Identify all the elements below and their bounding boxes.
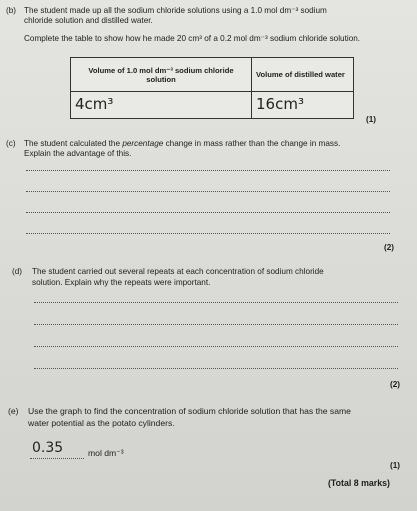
total-marks: (Total 8 marks) [328,478,390,488]
part-b-instruction: Complete the table to show how he made 20 cm³ of a 0.2 mol dm⁻³ sodium chloride solution. [24,34,361,43]
answer-line[interactable] [26,212,390,213]
answer-line[interactable] [30,458,84,459]
part-e-unit: mol dm⁻³ [88,448,124,458]
part-e-line2: water potential as the potato cylinders. [28,418,175,428]
part-c-label: (c) [6,139,16,148]
part-e-line1: Use the graph to find the concentration of sodium chloride solution that has the same [28,406,351,416]
part-b-marks: (1) [366,115,377,124]
answer-distilled-water-volume: 16cm³ [256,94,304,113]
part-b-line1: The student made up all the sodium chloride solutions using a 1.0 mol dm⁻³ sodium [24,6,327,15]
answer-line[interactable] [26,233,390,234]
part-b-label: (b) [6,6,17,15]
header-distilled-water-volume: Volume of distilled water [252,58,354,92]
header-sodium-chloride-volume: Volume of 1.0 mol dm⁻³ sodium chloride solution [71,58,252,92]
part-d-label: (d) [12,267,23,276]
part-c-line1 [24,139,340,150]
part-d-line2: solution. Explain why the repeats were important. [32,278,211,287]
answer-cell-sodium-chloride[interactable] [71,92,252,119]
answer-line[interactable] [34,324,398,325]
answer-line[interactable] [34,346,398,347]
volume-table [70,57,354,119]
part-c-line2: Explain the advantage of this. [24,149,132,158]
part-b-line2: chloride solution and distilled water. [24,16,153,25]
part-d-line1: The student carried out several repeats at each concentration of sodium chloride [32,267,324,276]
part-c-line1-start: The student calculated the [24,139,123,148]
part-e-answer: 0.35 [32,440,64,456]
answer-sodium-chloride-volume: 4cm³ [75,94,114,113]
part-c-marks: (2) [384,243,395,252]
part-c-line1-end: change in mass rather than the change in mass. [163,139,341,148]
part-e-marks: (1) [390,461,401,470]
part-d-marks: (2) [390,380,401,389]
answer-cell-distilled-water[interactable] [252,92,354,119]
answer-line[interactable] [34,302,398,303]
answer-line[interactable] [26,170,390,171]
part-e-label: (e) [8,406,19,416]
part-c-italic-word: percentage [122,139,164,148]
answer-line[interactable] [26,191,390,192]
answer-line[interactable] [34,368,398,369]
